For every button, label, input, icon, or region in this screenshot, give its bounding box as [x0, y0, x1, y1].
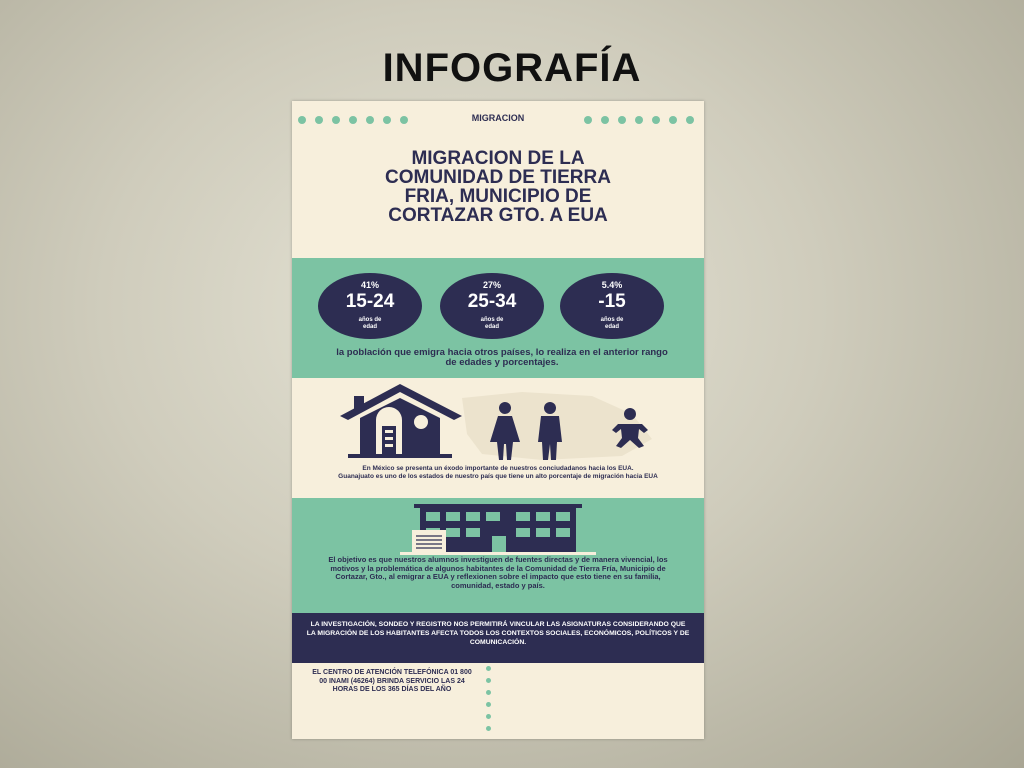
stats-band — [292, 258, 704, 378]
poster-title-line: MIGRACION DE LA — [411, 148, 585, 169]
decor-dot — [486, 714, 491, 719]
stat-circle — [560, 273, 664, 339]
decor-dot — [652, 116, 660, 124]
migration-context-text — [300, 465, 696, 481]
stat-percent: 41% — [360, 280, 379, 290]
stat-unit-line: años de — [358, 317, 382, 323]
stat-range: 25-34 — [467, 291, 517, 312]
decor-dot — [635, 116, 643, 124]
stat-unit-line: edad — [484, 324, 499, 330]
poster-title — [312, 149, 684, 225]
stat-unit-line: años de — [480, 317, 504, 323]
stat-unit-line: años de — [600, 317, 624, 323]
stats-caption: la población que emigra hacia otros países, lo realiza en el anterior rango de edades y porcentajes. — [336, 347, 668, 368]
context-line: En México se presenta un éxodo importante de nuestros conciudadanos hacia los EUA. — [362, 465, 634, 472]
decor-dot — [486, 702, 491, 707]
research-band — [292, 613, 704, 663]
objective-text: El objetivo es que nuestros alumnos investiguen de fuentes directas y de manera vivencial, los motivos y la problemática de algunos habitantes de la Comunidad de Tierra Fría, Municipio de Cortazar, Gto., al emigrar a EUA y reflexionen sobre el impacto que esto tiene en su familia, comunidad, estado y país. — [328, 555, 668, 591]
decor-dot — [486, 690, 491, 695]
poster-title-line: FRIA, MUNICIPIO DE — [404, 186, 592, 207]
footer-contact-text: EL CENTRO DE ATENCIÓN TELEFÓNICA 01 800 00 INAMI (46264) BRINDA SERVICIO LAS 24 HORAS DE LOS 365 DÍAS DEL AÑO — [312, 669, 472, 693]
stat-unit-line: edad — [604, 324, 619, 330]
poster-header — [292, 113, 704, 127]
header-label: MIGRACION — [471, 113, 525, 123]
objective-band — [292, 498, 704, 613]
decor-dot — [669, 116, 677, 124]
decor-dot — [686, 116, 694, 124]
decor-dot — [618, 116, 626, 124]
context-line: Guanajuato es uno de los estados de nuestro país que tiene un alto porcentaje de migración hacia EUA — [338, 473, 658, 480]
stat-percent: 27% — [482, 280, 501, 290]
decor-dot — [601, 116, 609, 124]
infographic-poster — [292, 101, 704, 739]
slide-title: INFOGRAFÍA — [382, 46, 642, 90]
stat-range: -15 — [598, 291, 626, 312]
stat-circle — [318, 273, 422, 339]
house-icon — [340, 384, 462, 458]
decor-dot — [486, 678, 491, 683]
stat-percent: 5.4% — [601, 280, 623, 290]
stat-unit — [318, 317, 422, 331]
poster-title-line: CORTAZAR GTO. A EUA — [388, 205, 608, 226]
stat-range: 15-24 — [345, 291, 395, 312]
icons-row — [292, 384, 704, 464]
research-text: LA INVESTIGACIÓN, SONDEO Y REGISTRO NOS PERMITIRÁ VINCULAR LAS ASIGNATURAS CONSIDERANDO QUE LA MIGRACIÓN DE LOS HABITANTES AFECTA TODOS LOS CONTEXTOS SOCIALES, ECONÓMICOS, POLÍTICOS Y DE COMUNICACIÓN. — [306, 621, 690, 646]
decor-dot — [584, 116, 592, 124]
stat-unit-line: edad — [362, 324, 377, 330]
stat-circle — [440, 273, 544, 339]
garage-icon — [412, 530, 446, 552]
stat-unit — [560, 317, 664, 331]
decor-dot — [486, 666, 491, 671]
decor-dot — [486, 726, 491, 731]
poster-title-line: COMUNIDAD DE TIERRA — [385, 167, 611, 188]
stat-unit — [440, 317, 544, 331]
